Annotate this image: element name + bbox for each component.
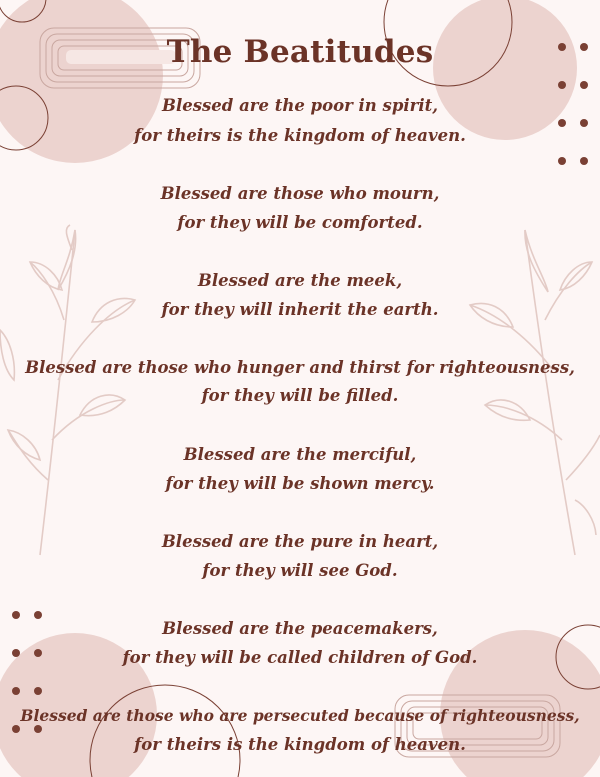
page-title: The Beatitudes: [166, 34, 434, 70]
stanza-5-line-2: for they will be shown mercy.: [165, 474, 435, 493]
stanza-3-line-2: for they will inherit the earth.: [161, 300, 439, 319]
stanza-7-line-2: for they will be called children of God.: [122, 648, 478, 667]
stanza-2-line-2: for they will be comforted.: [177, 213, 423, 232]
stanza-3-line-1: Blessed are the meek,: [197, 271, 403, 290]
stanza-2-line-1: Blessed are those who mourn,: [160, 184, 440, 203]
stanza-8-line-1: Blessed are those who are persecuted because of righteousness,: [20, 706, 580, 725]
stanza-5-line-1: Blessed are the merciful,: [183, 445, 417, 464]
stanza-4-line-2: for they will be filled.: [201, 386, 399, 405]
stanza-1-line-2: for theirs is the kingdom of heaven.: [134, 126, 466, 145]
stanza-7-line-1: Blessed are the peacemakers,: [162, 619, 438, 638]
stanza-1-line-1: Blessed are the poor in spirit,: [162, 96, 438, 115]
stanza-4-line-1: Blessed are those who hunger and thirst for righteousness,: [25, 358, 575, 377]
stanza-8-line-2: for theirs is the kingdom of heaven.: [134, 735, 466, 754]
stanza-6-line-2: for they will see God.: [202, 561, 398, 580]
top-right-blob: [433, 0, 577, 140]
stanza-6-line-1: Blessed are the pure in heart,: [161, 532, 439, 551]
